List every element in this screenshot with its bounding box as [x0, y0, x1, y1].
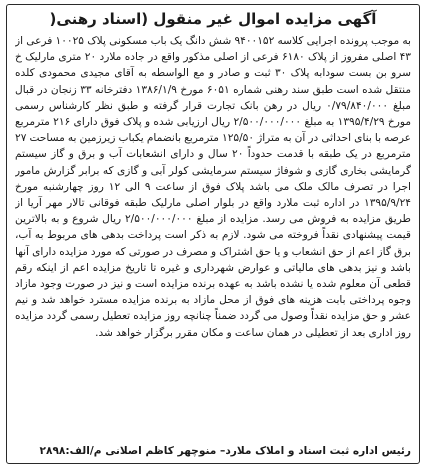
notice-body: به موجب پرونده اجرایی کلاسه ۹۴۰۰۱۵۲ شش دانگ یک باب مسکونی پلاک ۱۰۰۲۵ فرعی از ۴۳ اصلی مفروز از پلاک ۶۱۸۰ فرعی از اصلی مذکور واقع در جاده ملارد ۲۰ متری مارلیک خ سرو بن بست سودابه پلاک ۳۰ ثبت و صادر و مع الواسطه به آقای مجیدی محمودی کلده منتقل شده است طبق سند رهنی شماره ۶۰۵۱ مورخ ۱۳۸۶/۱/۹ دفترخانه ۳۳ زنجان در قبال مبلغ ۰/۷۹/۸۴۰/۰۰۰ ریال در رهن بانک تجارت قرار گرفته و طبق نظر کارشناس رسمی مورخ ۱۳۹۵/۴/۲۹ به مبلغ ۲/۵۰۰/۰۰۰/۰۰۰ ریال ارزیابی شده و پلاک فوق دارای ۲۱۶ مترمربع عرصه با بنای احداثی در آن به متراژ ۱۲۵/۵۰ مترمربع بانضمام یکباب زیرزمین به مساحت ۲۷ مترمربع در یک طبقه با قدمت حدوداً ۲۰ سال و دارای انشعابات آب و برق و گاز سیستم گرمایشی بخاری گازی و شوفاژ سیستم سرمایشی کولر آبی و گازی که برابر گزارش مامور اجرا در تصرف مالک ملک می باشد پلاک فوق از ساعت ۹ الی ۱۲ روز چهارشنبه مورخ ۱۳۹۵/۹/۲۴ در اداره ثبت ملارد واقع در بلوار اصلی مارلیک طبقه فوقانی تالار مهر آریا از طریق مزایده به فروش می رسد. مزایده از مبلغ ۲/۵۰۰/۰۰۰/۰۰۰ ریال شروع و به بالاترین قیمت پیشنهادی نقداً فروخته می شود. لازم به ذکر است پرداخت بدهی های مربوط به آب، برق گاز اعم از حق انشعاب و یا حق اشتراک و مصرف در صورتی که مورد مزایده دارای آنها باشد و نیز بدهی های مالیاتی و عوارض شهرداری و غیره تا تاریخ مزایده اعم از اینکه رقم قطعی آن معلوم شده یا نشده باشد به عهده برنده مزایده است و نیز در صورت وجود مازاد وجوه پرداختی بابت هزینه های فوق از محل مازاد به برنده مزایده مسترد خواهد شد و نیم عشر و حق مزایده نقداً وصول می گردد ضمناً چنانچه روز مزایده تعطیل رسمی گردد مزایده روز اداری بعد از تعطیلی در همان ساعت و مکان مقرر برگزار خواهد شد.	[15, 35, 411, 339]
notice-title: آگهی مزایده اموال غیر منقول (اسناد رهنی(	[49, 10, 377, 28]
auction-notice-box	[6, 4, 420, 464]
notice-signature: رئیس اداره ثبت اسناد و املاک ملارد– منوچهر کاظم اصلانی م/الف:۲۸۹۸	[39, 445, 411, 457]
